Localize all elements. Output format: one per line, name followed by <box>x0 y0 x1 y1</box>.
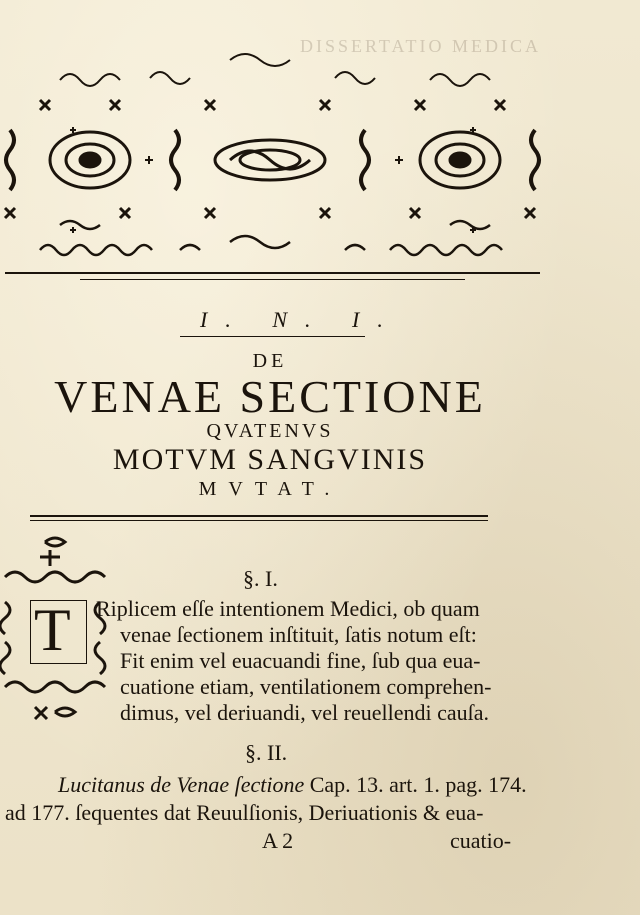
header-ornament <box>0 30 545 270</box>
ornament-rule-thick <box>5 272 540 274</box>
section-2-line-2: ad 177. ſequentes dat Reuulſionis, Deriuationis & eua- <box>5 800 484 825</box>
heading-de: DE <box>252 350 288 372</box>
ornament-rule-thin <box>80 279 465 280</box>
drop-cap-letter: T <box>34 597 71 663</box>
chapter-rule <box>180 336 365 337</box>
section-2-citation: Lucitanus de Venae ſectione <box>58 772 305 797</box>
section-1-line-4: cuatione etiam, ventilationem comprehen- <box>120 674 492 699</box>
chapter-mark: I. N. I. <box>200 307 401 332</box>
section-1-line-3: Fit enim vel euacuandi fine, ſub qua eua- <box>120 648 481 673</box>
title-rule-thin <box>30 520 488 521</box>
signature-mark: A 2 <box>262 828 294 853</box>
section-1-line-5: dimus, vel deriuandi, vel reuellendi cauſa. <box>120 700 489 725</box>
section-2-citation-ref: Cap. 13. art. 1. pag. 174. <box>304 772 527 797</box>
section-2-mark: §. II. <box>245 740 288 765</box>
heading-motum: MOTVM SANGVINIS <box>112 443 428 476</box>
section-1-mark: §. I. <box>243 566 278 591</box>
ornament-top-row <box>60 54 490 86</box>
catchword: cuatio- <box>450 828 512 853</box>
section-1-line-2: venae ſectionem inſtituit, ſatis notum eſt: <box>120 622 477 647</box>
title-rule-thick <box>30 515 488 517</box>
bleed-through-text: DISSERTATIO MEDICA <box>300 36 541 56</box>
heading-title: VENAE SECTIONE <box>54 371 486 422</box>
section-2-line-1 <box>58 772 527 798</box>
heading-quatenus: QVATENVS <box>206 420 334 442</box>
section-1-line-1: Riplicem eſſe intentionem Medici, ob quam <box>96 596 480 621</box>
heading-mutat: MVTAT. <box>198 478 342 500</box>
